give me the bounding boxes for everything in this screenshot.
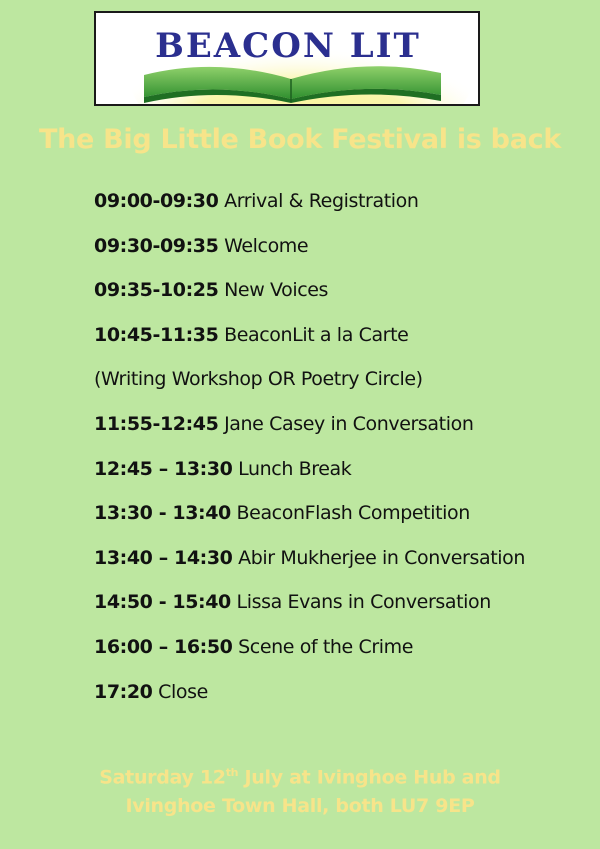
schedule-time: 09:35-10:25 (94, 279, 219, 302)
schedule-event: Lunch Break (238, 457, 352, 480)
schedule-item (94, 587, 584, 632)
schedule-event: (Writing Workshop OR Poetry Circle) (94, 368, 423, 391)
schedule-event: Jane Casey in Conversation (224, 412, 474, 435)
schedule-event: Arrival & Registration (224, 190, 419, 212)
schedule-time: 13:40 – 14:30 (94, 546, 233, 569)
schedule-time: 13:30 - 13:40 (94, 502, 231, 525)
schedule-time: 16:00 – 16:50 (94, 635, 233, 658)
schedule-item (94, 498, 584, 543)
schedule-time: 10:45-11:35 (94, 323, 219, 346)
schedule-event: BeaconFlash Competition (236, 502, 470, 525)
logo-text: BEACON LIT (155, 26, 421, 66)
page-title: The Big Little Book Festival is back (39, 124, 561, 155)
schedule-time: 09:30-09:35 (94, 234, 219, 257)
open-book-icon (96, 13, 478, 104)
schedule-event: Abir Mukherjee in Conversation (238, 546, 525, 569)
schedule-event: BeaconLit a la Carte (224, 323, 409, 346)
schedule-time: 17:20 (94, 680, 153, 703)
schedule-event: Close (158, 680, 208, 703)
schedule-item (94, 543, 584, 588)
schedule-item (94, 632, 584, 677)
schedule-item (94, 275, 584, 320)
schedule-item (94, 231, 584, 276)
event-details-line-2: Ivinghoe Town Hall, both LU7 9EP (125, 795, 475, 818)
schedule-item (94, 677, 584, 722)
schedule-time: 11:55-12:45 (94, 412, 219, 435)
schedule-event: New Voices (224, 279, 329, 302)
event-details (0, 758, 600, 821)
schedule-item (94, 186, 584, 231)
event-details-line-1: Saturday 12th July at Ivinghoe Hub and (99, 766, 501, 789)
schedule-event: Welcome (224, 234, 309, 257)
schedule-item (94, 409, 584, 454)
schedule-time: 12:45 – 13:30 (94, 457, 233, 480)
schedule-item (94, 320, 584, 365)
schedule-list (94, 186, 584, 721)
schedule-time: 09:00-09:30 (94, 190, 219, 212)
schedule-item (94, 364, 584, 409)
schedule-item (94, 454, 584, 499)
schedule-time: 14:50 - 15:40 (94, 591, 231, 614)
schedule-event: Scene of the Crime (238, 635, 414, 658)
beaconlit-logo (94, 11, 480, 106)
schedule-event: Lissa Evans in Conversation (236, 591, 491, 614)
